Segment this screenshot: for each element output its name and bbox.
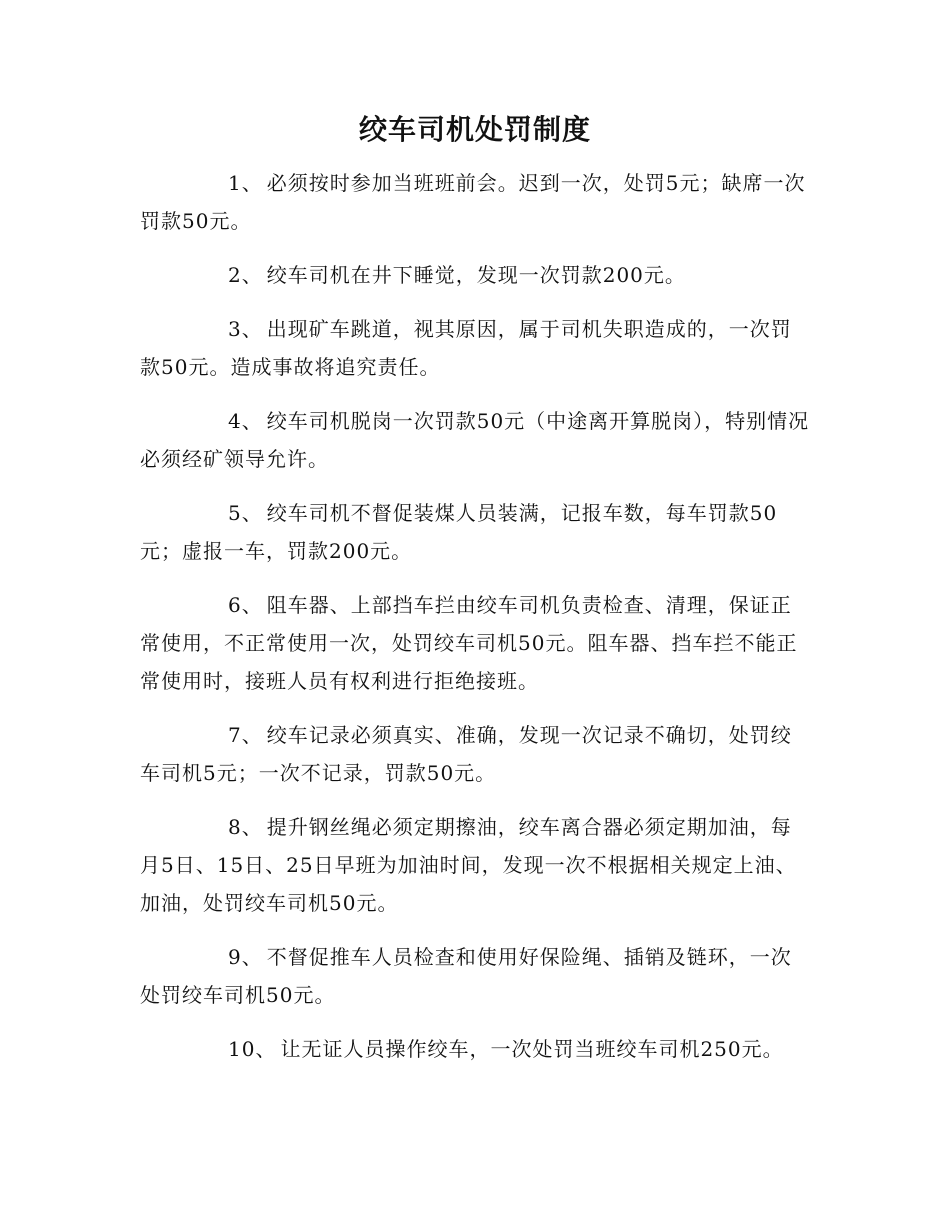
rule-text: 绞车司机脱岗一次罚款50元（中途离开算脱岗），特别情况必须经矿领导允许。: [140, 409, 810, 471]
rule-text: 提升钢丝绳必须定期擦油，绞车离合器必须定期加油，每月5日、15日、25日早班为加油时间，发现一次不根据相关规定上油、加油，处罚绞车司机50元。: [140, 815, 797, 915]
rule-text: 出现矿车跳道，视其原因，属于司机失职造成的，一次罚款50元。造成事故将追究责任。: [140, 317, 792, 379]
rule-text: 让无证人员操作绞车，一次处罚当班绞车司机250元。: [280, 1037, 784, 1061]
rule-item: [140, 494, 812, 570]
rule-item: [140, 586, 812, 700]
rule-text: 必须按时参加当班班前会。迟到一次，处罚5元；缺席一次罚款50元。: [140, 171, 806, 233]
rule-item: [140, 164, 812, 240]
rule-item: [140, 402, 812, 478]
rule-number: 3、: [228, 317, 263, 341]
rule-number: 8、: [228, 815, 263, 839]
rule-number: 1、: [228, 171, 263, 195]
rule-number: 6、: [228, 593, 263, 617]
document-title: 绞车司机处罚制度: [358, 113, 591, 146]
rule-text: 不督促推车人员检查和使用好保险绳、插销及链环，一次处罚绞车司机50元。: [140, 945, 792, 1007]
rule-number: 2、: [228, 263, 263, 287]
rule-item: [140, 808, 812, 922]
rule-number: 4、: [228, 409, 263, 433]
rule-item: [140, 716, 812, 792]
rule-item: [140, 938, 812, 1014]
rule-number: 5、: [228, 501, 263, 525]
rule-number: 7、: [228, 723, 263, 747]
rule-text: 绞车司机不督促装煤人员装满，记报车数，每车罚款50元；虚报一车，罚款200元。: [140, 501, 778, 563]
rule-number: 9、: [228, 945, 263, 969]
rule-text: 阻车器、上部挡车拦由绞车司机负责检查、清理，保证正常使用，不正常使用一次，处罚绞车司机50元。阻车器、挡车拦不能正常使用时，接班人员有权利进行拒绝接班。: [140, 593, 798, 693]
rule-item: [140, 256, 812, 294]
rule-text: 绞车记录必须真实、准确，发现一次记录不确切，处罚绞车司机5元；一次不记录，罚款50元。: [140, 723, 792, 785]
rules-list: [140, 164, 812, 1084]
rule-text: 绞车司机在井下睡觉，发现一次罚款200元。: [266, 263, 686, 287]
rule-item: [140, 1030, 812, 1068]
rule-number: 10、: [228, 1037, 277, 1061]
rule-item: [140, 310, 812, 386]
